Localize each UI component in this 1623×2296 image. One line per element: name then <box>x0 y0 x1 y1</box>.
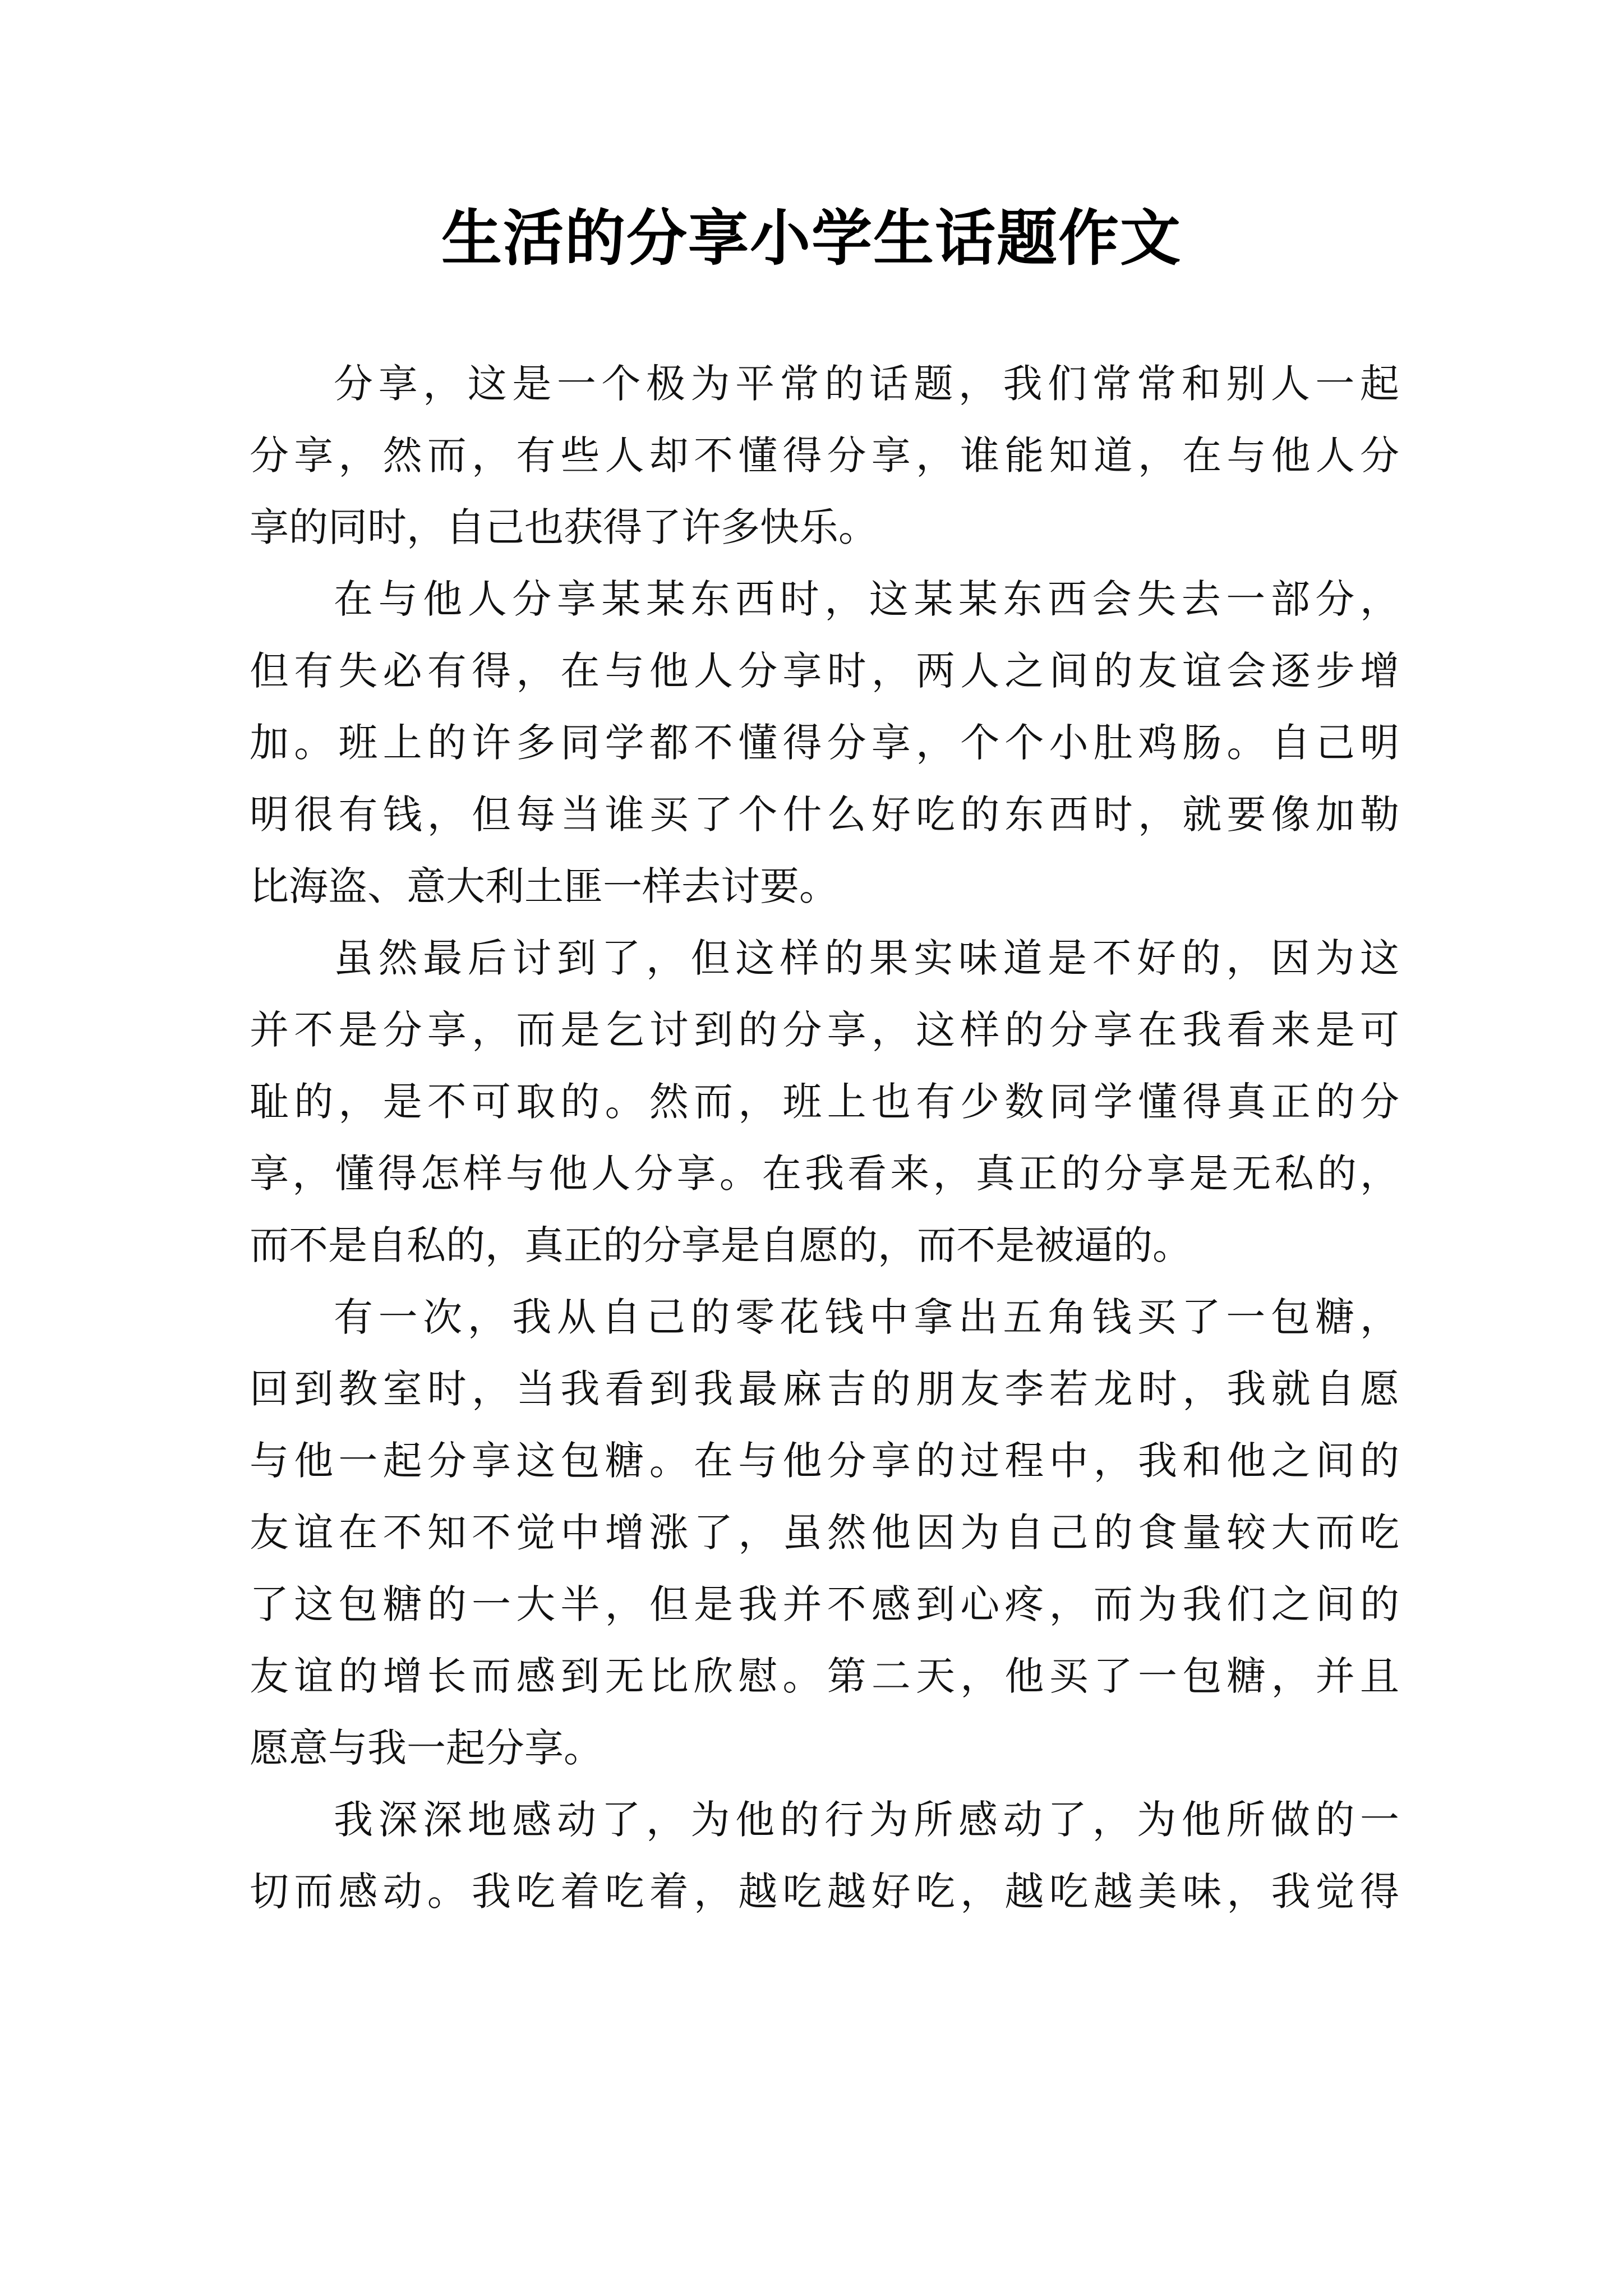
document-title: 生活的分享小学生话题作文 <box>441 203 1182 274</box>
document-body <box>250 348 1399 1927</box>
body-text-line: 而不是自私的，真正的分享是自愿的，而不是被逼的。 <box>250 1222 1192 1268</box>
body-text-line: 了这包糖的一大半，但是我并不感到心疼，而为我们之间的 <box>250 1581 1399 1627</box>
body-text-line: 并不是分享，而是乞讨到的分享，这样的分享在我看来是可 <box>250 1007 1399 1053</box>
body-text-line: 友谊在不知不觉中增涨了，虽然他因为自己的食量较大而吃 <box>250 1510 1399 1556</box>
body-text-line: 与他一起分享这包糖。在与他分享的过程中，我和他之间的 <box>250 1438 1399 1484</box>
body-text-line: 愿意与我一起分享。 <box>250 1725 603 1771</box>
body-text-line: 耻的，是不可取的。然而，班上也有少数同学懂得真正的分 <box>250 1079 1399 1125</box>
body-text-line: 明很有钱，但每当谁买了个什么好吃的东西时，就要像加勒 <box>250 792 1399 838</box>
body-text-line: 回到教室时，当我看到我最麻吉的朋友李若龙时，我就自愿 <box>250 1366 1399 1412</box>
body-text-line: 享，懂得怎样与他人分享。在我看来，真正的分享是无私的， <box>250 1151 1399 1197</box>
body-text-line: 分享，这是一个极为平常的话题，我们常常和别人一起 <box>334 361 1399 407</box>
body-text-line: 比海盗、意大利土匪一样去讨要。 <box>250 863 838 909</box>
body-text-line: 友谊的增长而感到无比欣慰。第二天，他买了一包糖，并且 <box>250 1653 1399 1699</box>
body-text-line: 虽然最后讨到了，但这样的果实味道是不好的，因为这 <box>334 935 1399 981</box>
body-text-line: 有一次，我从自己的零花钱中拿出五角钱买了一包糖， <box>334 1294 1399 1340</box>
body-text-line: 在与他人分享某某东西时，这某某东西会失去一部分， <box>334 576 1399 622</box>
body-text-line: 分享，然而，有些人却不懂得分享，谁能知道，在与他人分 <box>250 432 1399 478</box>
body-text-line: 但有失必有得，在与他人分享时，两人之间的友谊会逐步增 <box>250 648 1399 694</box>
body-text-line: 切而感动。我吃着吃着，越吃越好吃，越吃越美味，我觉得 <box>250 1869 1399 1915</box>
body-text-line: 加。班上的许多同学都不懂得分享，个个小肚鸡肠。自己明 <box>250 720 1399 766</box>
body-text-line: 享的同时，自己也获得了许多快乐。 <box>250 504 878 550</box>
body-text-line: 我深深地感动了，为他的行为所感动了，为他所做的一 <box>334 1797 1399 1843</box>
